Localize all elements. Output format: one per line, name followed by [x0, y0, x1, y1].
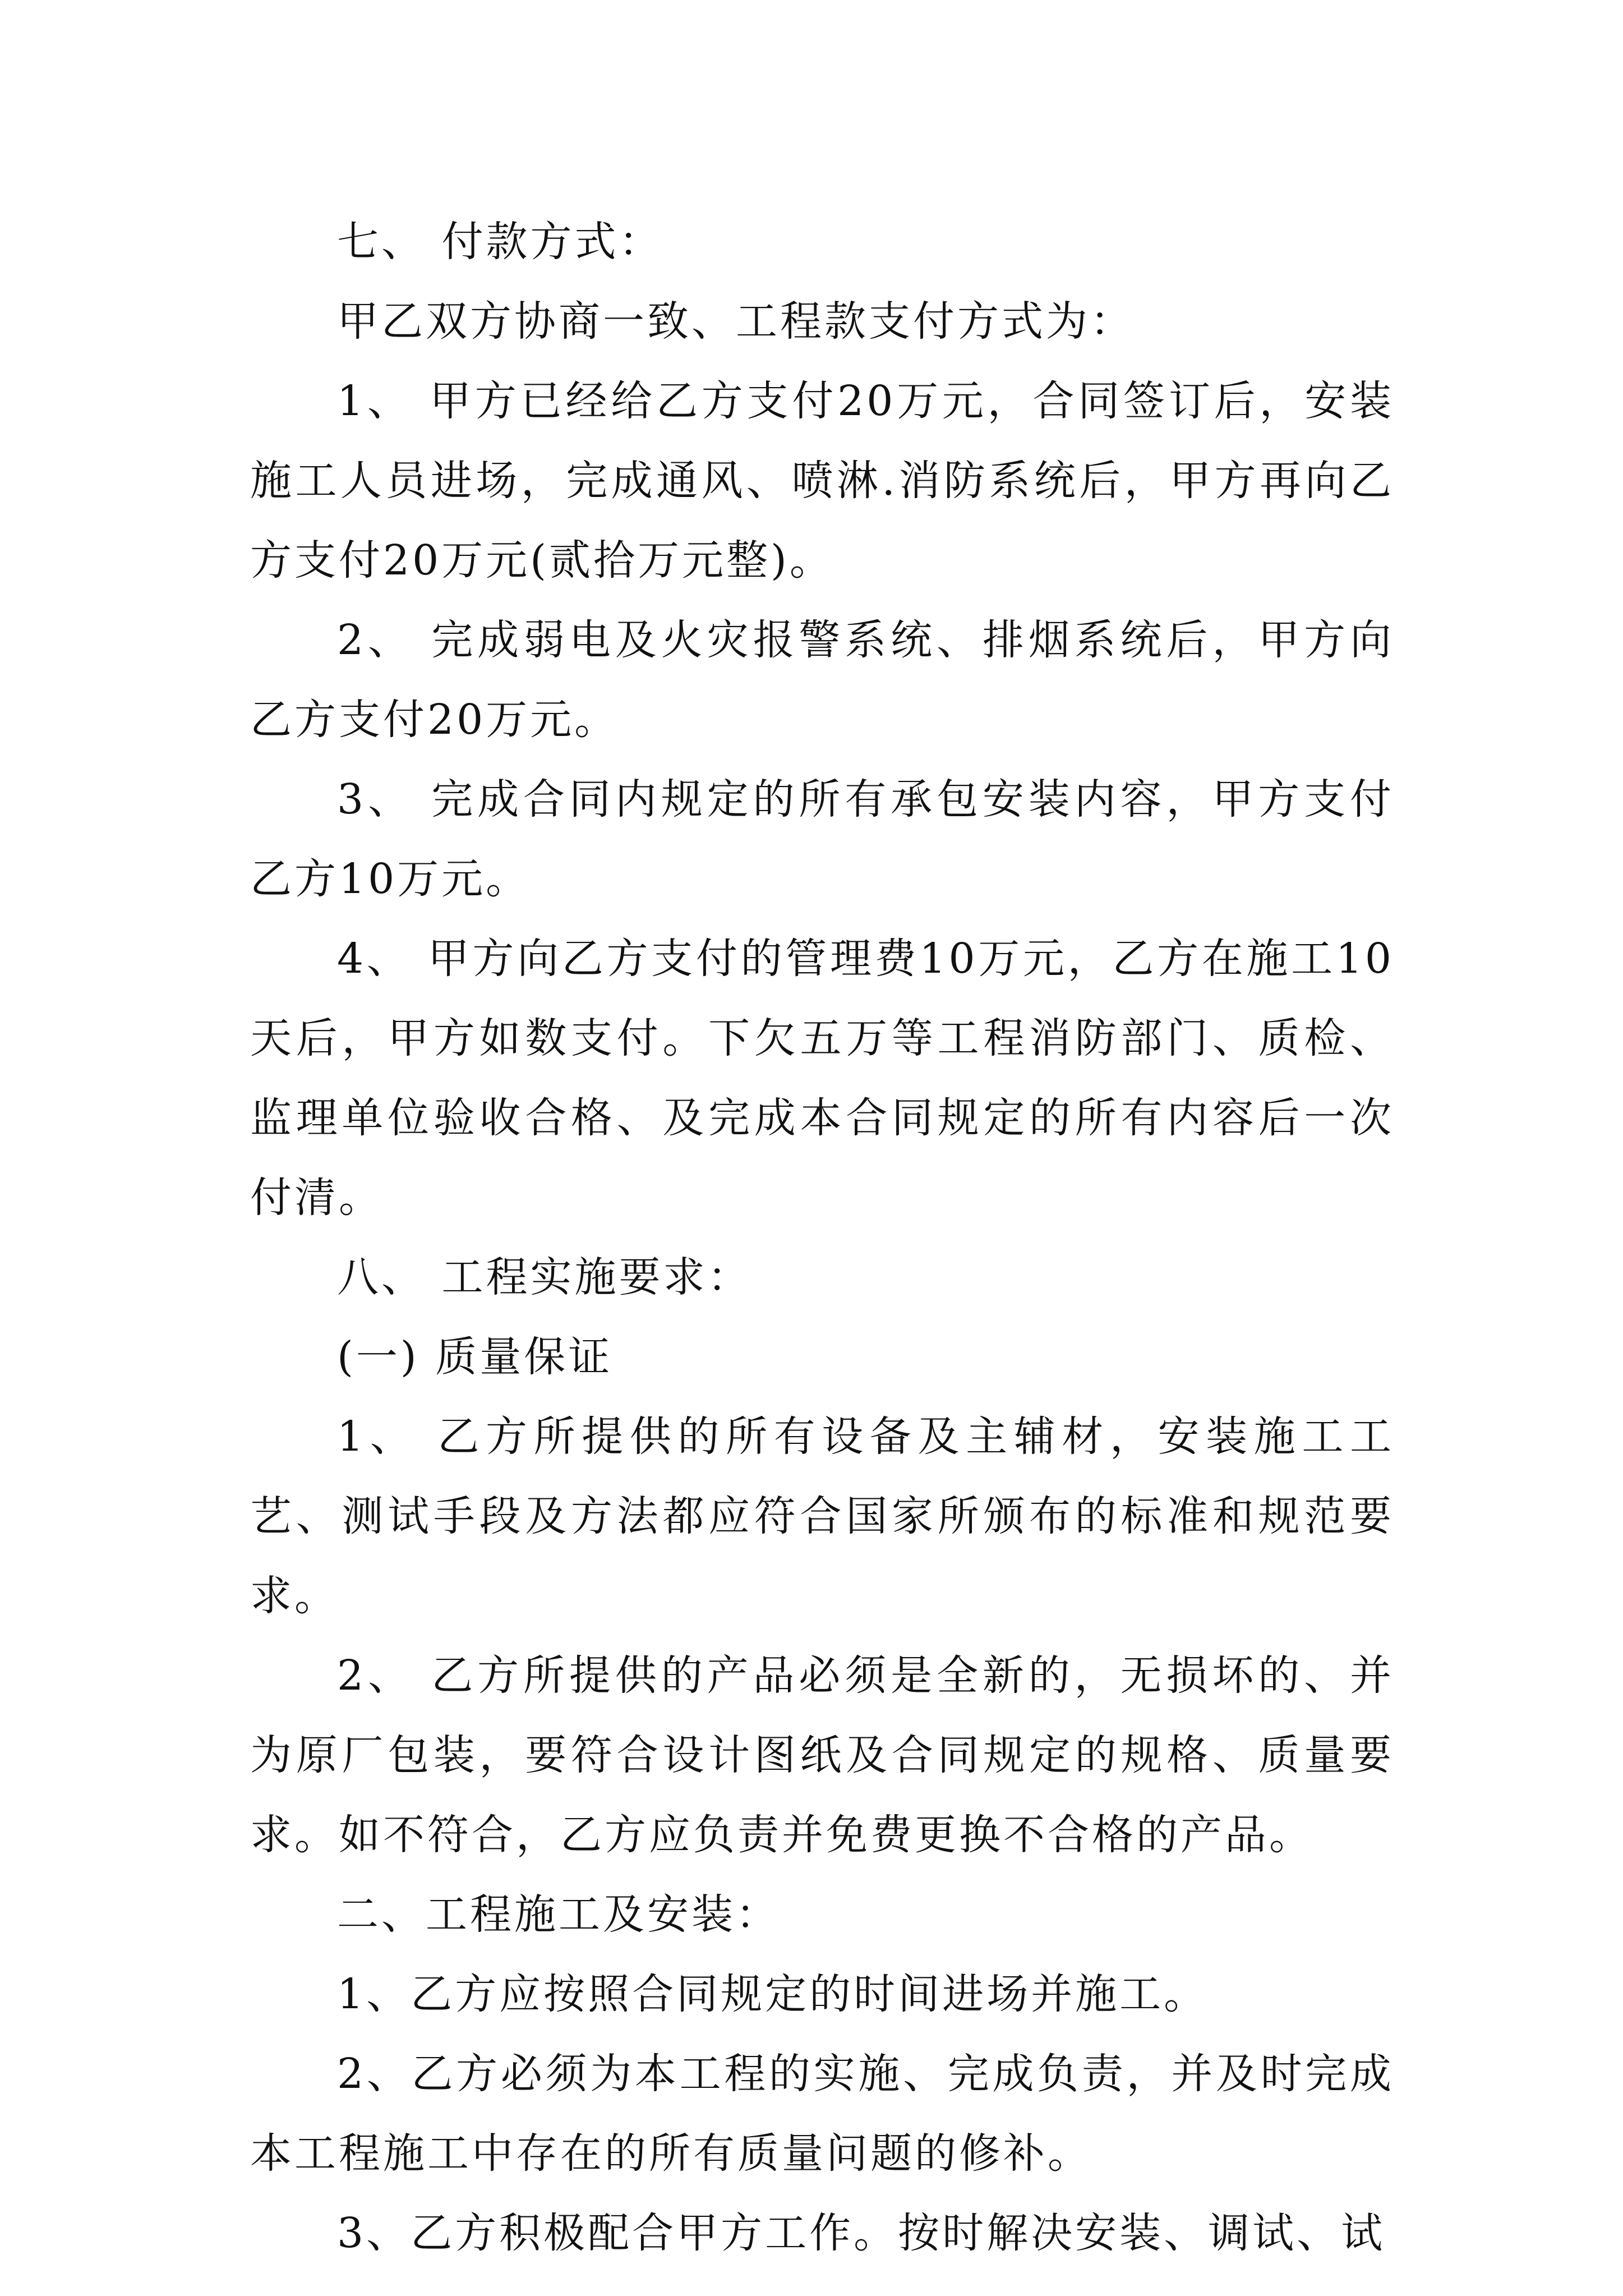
construction-item-3: 3、乙方积极配合甲方工作。按时解决安装、调试、试: [337, 2209, 1386, 2257]
heading-implementation-requirements: 八、 工程实施要求：: [337, 1253, 752, 1301]
subheading-quality-assurance: (一) 质量保证: [337, 1333, 613, 1381]
quality-item-1: 1、 乙方所提供的所有设备及主辅材，安装施工工艺、测试手段及方法都应符合国家所颁布的标准和规范要求。: [250, 1412, 1394, 1620]
payment-item-4: 4、 甲方向乙方支付的管理费10万元，乙方在施工10天后，甲方如数支付。下欠五万等工程消防部门、质检、监理单位验收合格、及完成本合同规定的所有内容后一次付清。: [250, 935, 1394, 1222]
document-body: [250, 202, 1394, 2273]
payment-item-1: 1、 甲方已经给乙方支付20万元，合同签订后，安装施工人员进场，完成通风、喷淋.消防系统后，甲方再向乙方支付20万元(贰拾万元整)。: [250, 377, 1394, 585]
payment-item-2: 2、 完成弱电及火灾报警系统、排烟系统后，甲方向乙方支付20万元。: [250, 616, 1394, 744]
heading-construction-installation: 二、工程施工及安装：: [337, 1890, 780, 1939]
construction-item-1: 1、乙方应按照合同规定的时间进场并施工。: [337, 1970, 1209, 2018]
quality-item-2: 2、 乙方所提供的产品必须是全新的，无损坏的、并为原厂包装，要符合设计图纸及合同规定的规格、质量要求。如不符合，乙方应负责并免费更换不合格的产品。: [250, 1651, 1394, 1859]
payment-item-3: 3、 完成合同内规定的所有承包安装内容，甲方支付乙方10万元。: [250, 775, 1394, 903]
heading-payment-method: 七、 付款方式：: [337, 218, 663, 266]
payment-intro-paragraph: 甲乙双方协商一致、工程款支付方式为：: [337, 297, 1135, 346]
construction-item-2: 2、乙方必须为本工程的实施、完成负责，并及时完成本工程施工中存在的所有质量问题的修补。: [250, 2050, 1394, 2178]
